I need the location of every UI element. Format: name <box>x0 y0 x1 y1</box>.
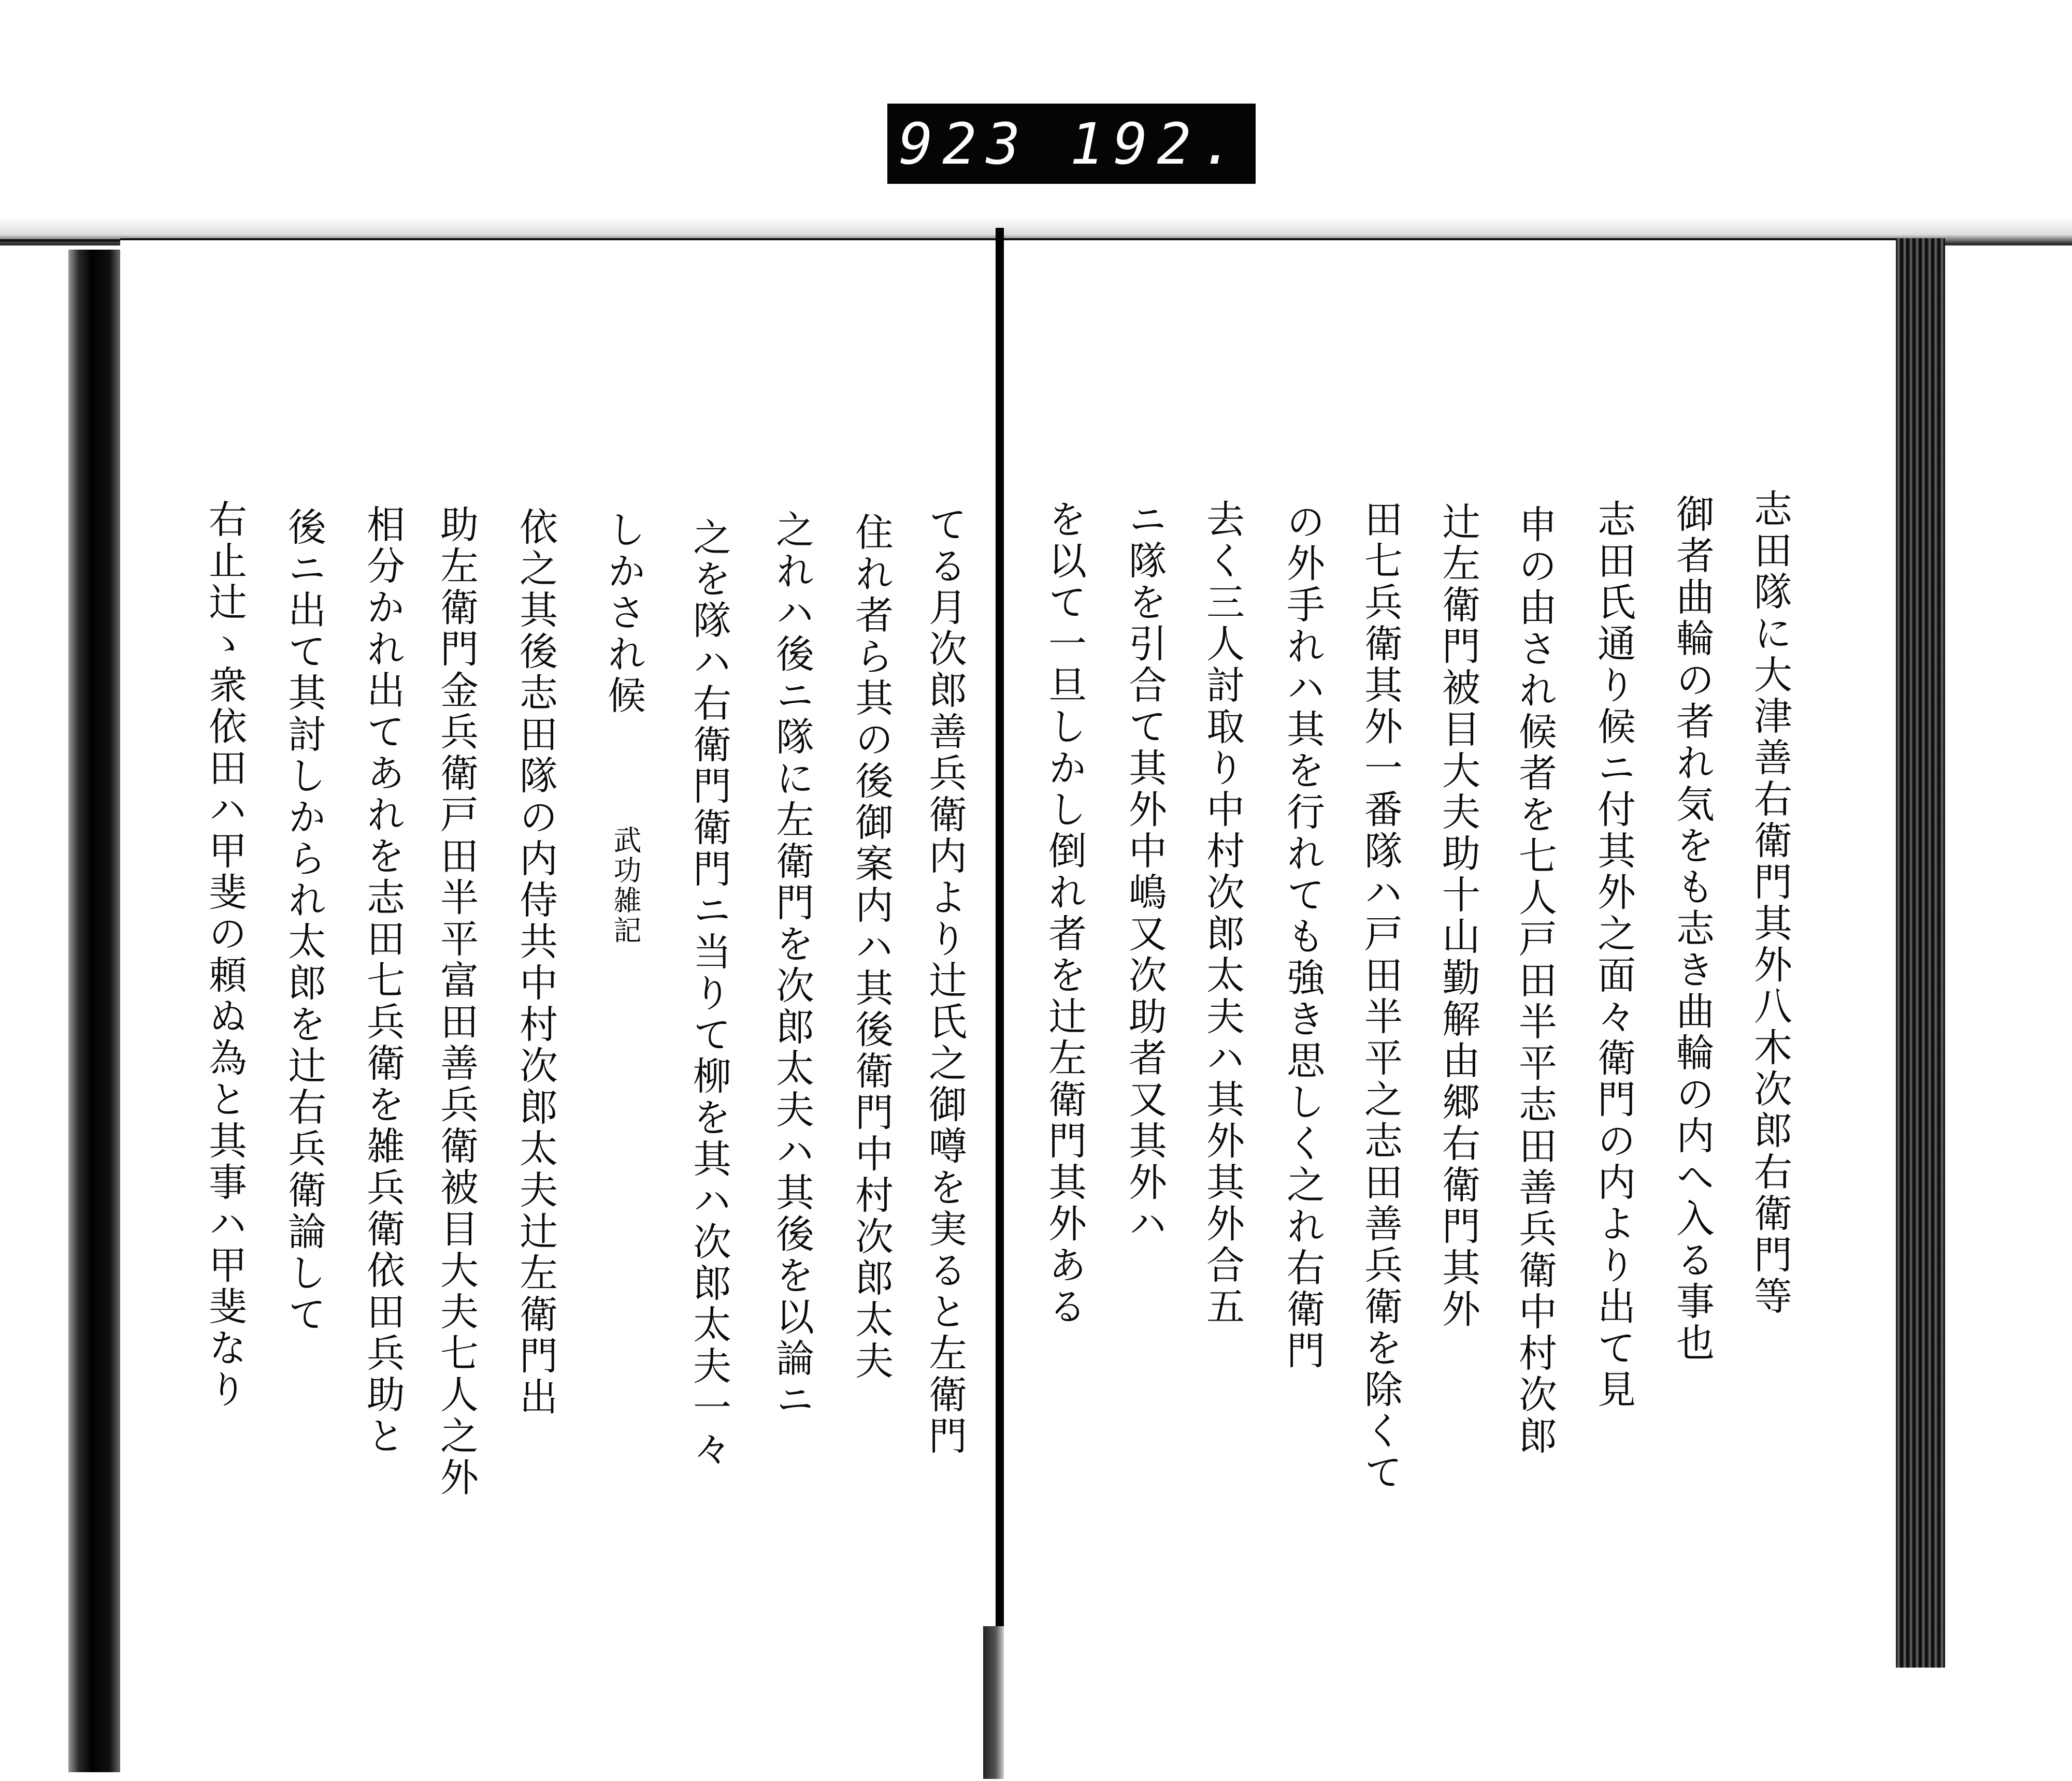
reel-number: 923 <box>899 110 1030 177</box>
book-gutter <box>996 228 1004 1779</box>
text-column: 相分かれ出てあれを志田七兵衛を雑兵衛依田兵助と <box>361 504 405 1457</box>
book-title-note: 武功雑記 <box>609 826 642 946</box>
text-column: 志田氏通り候ニ付其外之面々衛門の内より出て見 <box>1591 499 1636 1411</box>
text-column: 依之其後志田隊の内侍共中村次郎太夫辻左衛門出 <box>513 507 558 1418</box>
text-column: ニ隊を引合て其外中嶋又次助者又其外ハ <box>1123 499 1167 1245</box>
text-column: 志田隊に大津善右衛門其外八木次郎右衛門等 <box>1748 489 1792 1317</box>
text-column: 住れ者ら其の後御案内ハ其後衛門中村次郎太夫 <box>849 512 894 1382</box>
right-book-edge <box>1896 238 1945 1668</box>
text-column: てる月次郎善兵衛内より辻氏之御噂を実ると左衛門 <box>923 504 967 1457</box>
text-column: 田七兵衛其外一番隊ハ戸田半平之志田善兵衛を除くて <box>1358 499 1403 1494</box>
text-column: 右止辻ゝ衆依田ハ甲斐の頼ぬ為と其事ハ甲斐なり <box>203 499 247 1411</box>
text-column: 後ニ出て其討しかられ太郎を辻右兵衛論して <box>282 507 326 1336</box>
frame-number: 192. <box>1070 110 1244 177</box>
text-column: 申の由され候者を七人戸田半平志田善兵衛中村次郎 <box>1513 504 1557 1457</box>
open-book <box>0 238 1948 1779</box>
text-column: の外手れハ其を行れても強き思しく之れ右衛門 <box>1280 502 1325 1372</box>
text-column: 助左衛門金兵衛戸田半平富田善兵衛被目大夫七人之外 <box>434 504 479 1499</box>
text-column: 御者曲輪の者れ気をも志き曲輪の内へ入る事也 <box>1670 494 1715 1364</box>
text-column: 之を隊ハ右衛門衛門ニ当りて柳を其ハ次郎太夫一々 <box>687 517 731 1470</box>
film-frame-label <box>887 104 1256 184</box>
left-book-edge <box>68 250 120 1772</box>
text-column: を以て一旦しかし倒れ者を辻左衛門其外ある <box>1042 499 1087 1328</box>
left-page <box>120 238 996 1781</box>
text-column: 辻左衛門被目大夫助十山勤解由郷右衛門其外 <box>1436 502 1480 1330</box>
text-column: 去く三人討取り中村次郎太夫ハ其外其外合五 <box>1200 499 1245 1328</box>
text-column: 之れハ後ニ隊に左衛門を次郎太夫ハ其後を以論ニ <box>770 510 814 1421</box>
text-column: しかされ候 <box>601 510 646 717</box>
right-page <box>1004 238 1896 1781</box>
